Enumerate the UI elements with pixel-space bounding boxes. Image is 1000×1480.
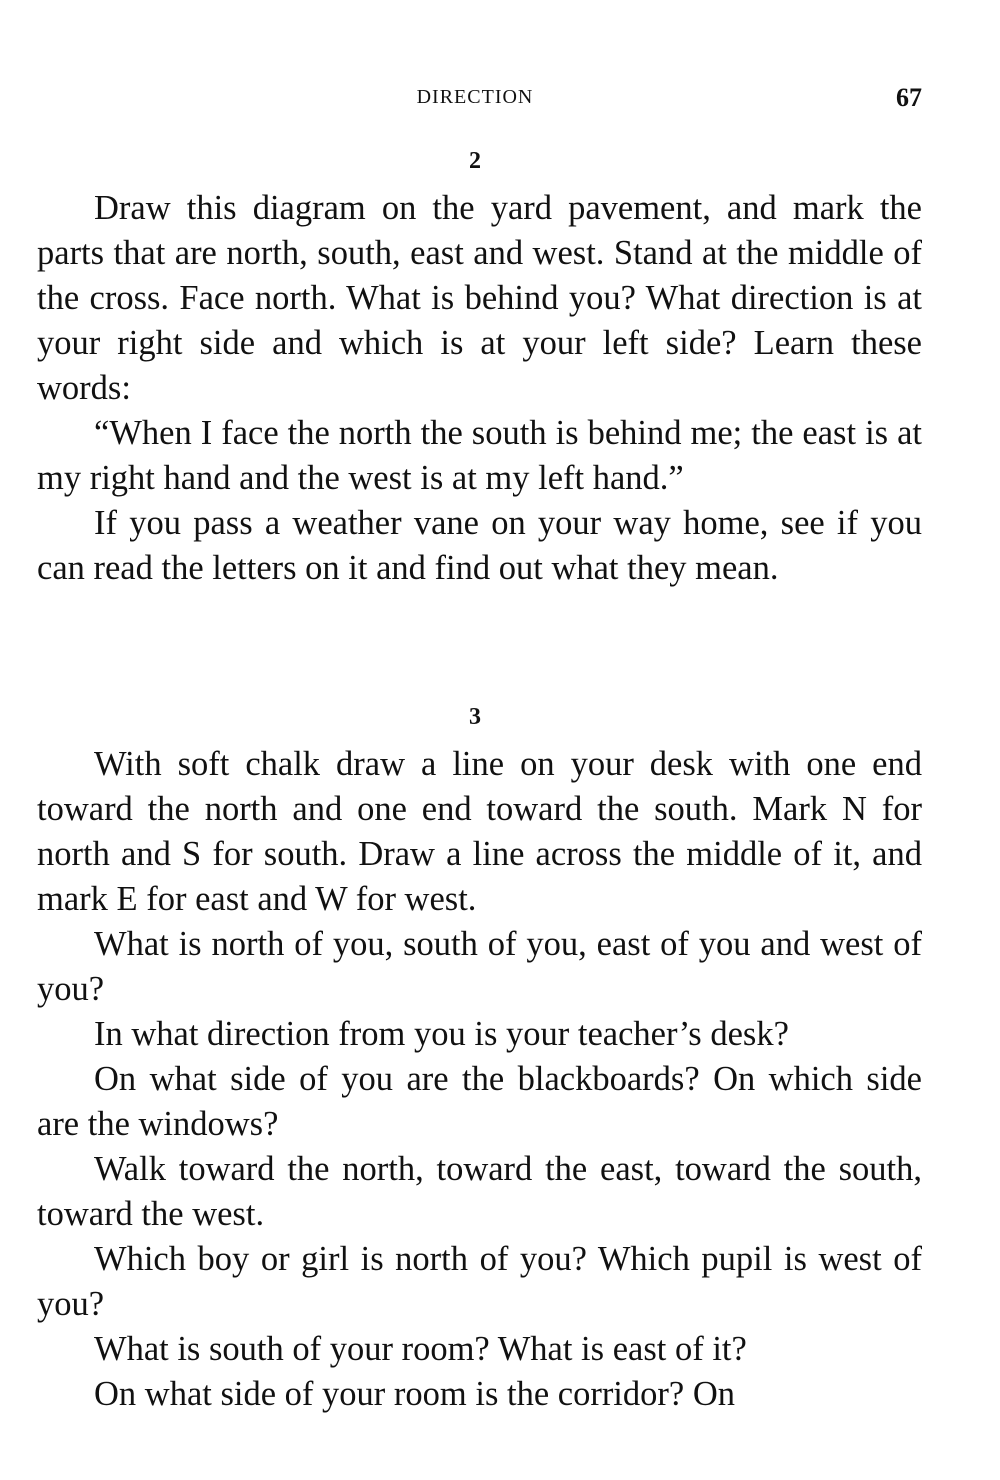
paragraph: “When I face the north the south is behind me; the east is at my right hand and the west is at my left hand.” — [37, 414, 922, 497]
section-number: 3 — [469, 704, 481, 730]
paragraph: In what direction from you is your teacher’s desk? — [94, 1015, 789, 1053]
section-number: 2 — [469, 148, 481, 174]
page-number: 67 — [896, 83, 922, 112]
paragraph: If you pass a weather vane on your way home, see if you can read the letters on it and find out what they mean. — [37, 504, 922, 587]
section-text — [37, 742, 922, 1417]
section-text — [37, 186, 922, 591]
running-title: DIRECTION — [416, 86, 534, 108]
paragraph: Draw this diagram on the yard pavement, and mark the parts that are north, south, east and west. Stand at the middle of the cross. Face north. What is behind you? What direction is at your right side and which is at your left side? Learn these words: — [37, 189, 922, 407]
paragraph: Which boy or girl is north of you? Which pupil is west of you? — [37, 1240, 922, 1323]
paragraph: With soft chalk draw a line on your desk with one end toward the north and one end toward the south. Mark N for north and S for south. Draw a line across the middle of it, and mark E for east and W for west. — [37, 745, 922, 918]
paragraph: On what side of your room is the corridor? On — [94, 1375, 735, 1413]
paragraph: Walk toward the north, toward the east, toward the south, toward the west. — [37, 1150, 922, 1233]
paragraph: What is south of your room? What is east of it? — [94, 1330, 747, 1368]
paragraph: On what side of you are the blackboards? On which side are the windows? — [37, 1060, 922, 1143]
paragraph: What is north of you, south of you, east of you and west of you? — [37, 925, 922, 1008]
